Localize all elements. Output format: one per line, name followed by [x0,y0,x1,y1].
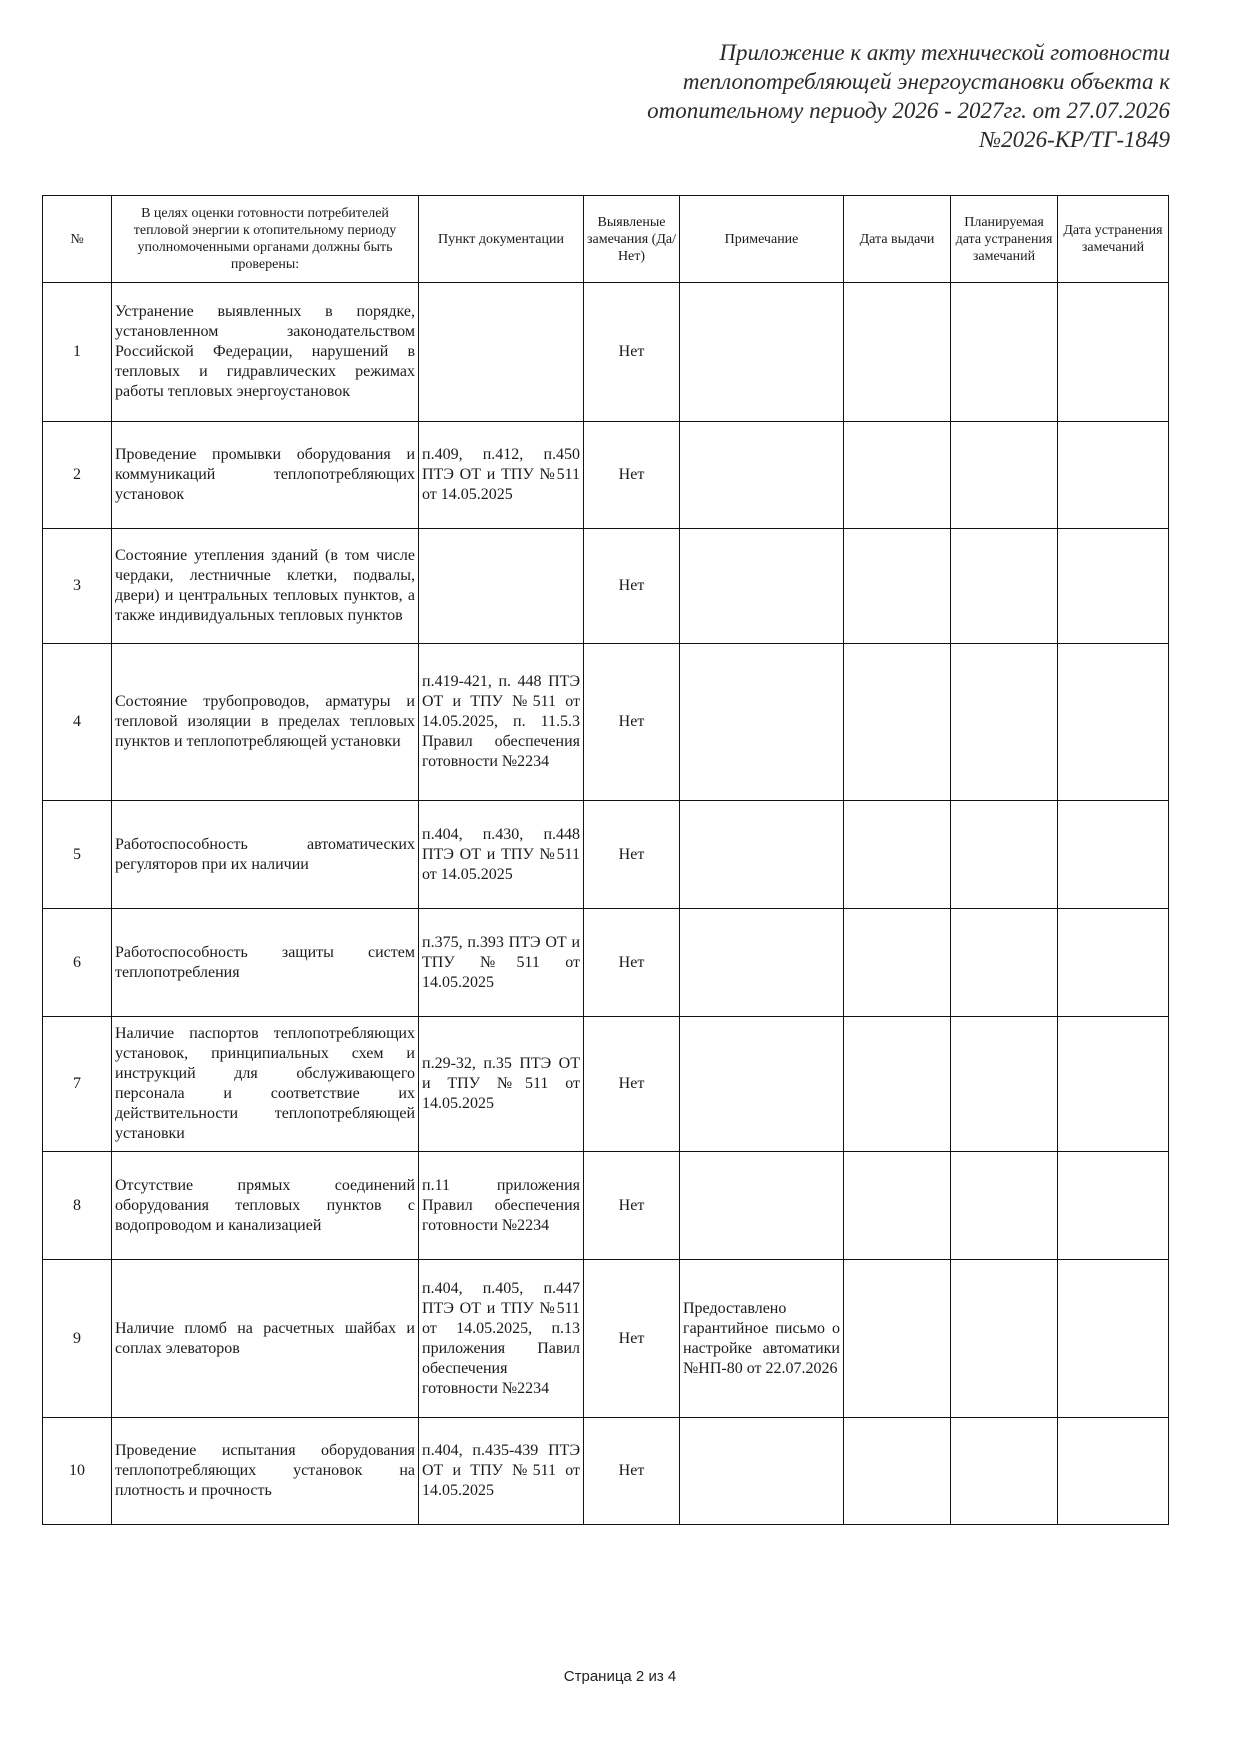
row-remarks: Нет [584,909,680,1017]
row-doc-item: п.404, п.430, п.448 ПТЭ ОТ и ТПУ №511 от 14.05.2025 [419,801,584,909]
table-row [43,1260,1169,1418]
row-planned-date [951,529,1058,644]
row-remarks: Нет [584,422,680,529]
row-fix-date [1058,1017,1169,1152]
row-note [680,1152,844,1260]
table-row [43,1418,1169,1525]
row-remarks: Нет [584,1260,680,1418]
row-doc-item: п.419-421, п. 448 ПТЭ ОТ и ТПУ №511 от 14.05.2025, п. 11.5.3 Правил обеспечения готовности №2234 [419,644,584,801]
col-header-num: № [43,196,112,283]
row-planned-date [951,644,1058,801]
table-row [43,529,1169,644]
row-note [680,1418,844,1525]
row-note [680,1017,844,1152]
row-remarks: Нет [584,1152,680,1260]
page-number: Страница 2 из 4 [563,1668,677,1685]
row-remarks: Нет [584,529,680,644]
row-planned-date [951,422,1058,529]
col-header-planned-date: Планируемая дата устранения замечаний [951,196,1058,283]
table-row [43,644,1169,801]
row-remarks: Нет [584,283,680,422]
row-requirement: Состояние трубопроводов, арматуры и тепловой изоляции в пределах тепловых пунктов и теплопотребляющей установки [112,644,419,801]
row-requirement: Проведение промывки оборудования и коммуникаций теплопотребляющих установок [112,422,419,529]
row-planned-date [951,1418,1058,1525]
col-header-issue-date: Дата выдачи [844,196,951,283]
row-num: 5 [43,801,112,909]
row-issue-date [844,422,951,529]
row-doc-item [419,529,584,644]
row-issue-date [844,909,951,1017]
row-planned-date [951,1260,1058,1418]
row-planned-date [951,1152,1058,1260]
row-num: 8 [43,1152,112,1260]
col-header-requirement: В целях оценки готовности потребителей тепловой энергии к отопительному периоду уполномоченными органами должны быть проверены: [112,196,419,283]
row-note: Предоставлено гарантийное письмо о настройке автоматики №НП-80 от 22.07.2026 [680,1260,844,1418]
row-num: 3 [43,529,112,644]
row-issue-date [844,644,951,801]
row-requirement: Проведение испытания оборудования теплопотребляющих установок на плотность и прочность [112,1418,419,1525]
row-fix-date [1058,1260,1169,1418]
row-doc-item: п.11 приложения Правил обеспечения готовности №2234 [419,1152,584,1260]
row-planned-date [951,909,1058,1017]
row-fix-date [1058,529,1169,644]
header-line-3: отопительному периоду 2026 - 2027гг. от 27.07.2026 [647,98,1170,123]
table-row [43,422,1169,529]
row-planned-date [951,283,1058,422]
table-row [43,283,1169,422]
row-remarks: Нет [584,1017,680,1152]
row-note [680,801,844,909]
row-requirement: Состояние утепления зданий (в том числе чердаки, лестничные клетки, подвалы, двери) и центральных тепловых пунктов, а также индивидуальных тепловых пунктов [112,529,419,644]
table-row [43,1017,1169,1152]
row-requirement: Устранение выявленных в порядке, установленном законодательством Российской Федерации, нарушений в тепловых и гидравлических режимах работы тепловых энергоустановок [112,283,419,422]
row-doc-item: п.29-32, п.35 ПТЭ ОТ и ТПУ №511 от 14.05.2025 [419,1017,584,1152]
row-doc-item: п.375, п.393 ПТЭ ОТ и ТПУ №511 от 14.05.2025 [419,909,584,1017]
row-issue-date [844,1152,951,1260]
row-issue-date [844,283,951,422]
row-requirement: Отсутствие прямых соединений оборудования тепловых пунктов с водопроводом и канализацией [112,1152,419,1260]
col-header-note: Примечание [680,196,844,283]
row-num: 2 [43,422,112,529]
row-issue-date [844,801,951,909]
row-doc-item: п.404, п.405, п.447 ПТЭ ОТ и ТПУ №511 от 14.05.2025, п.13 приложения Павил обеспечения готовности №2234 [419,1260,584,1418]
row-fix-date [1058,1418,1169,1525]
row-requirement: Работоспособность автоматических регуляторов при их наличии [112,801,419,909]
row-planned-date [951,1017,1058,1152]
row-note [680,529,844,644]
row-num: 4 [43,644,112,801]
row-fix-date [1058,644,1169,801]
row-issue-date [844,1017,951,1152]
col-header-doc-item: Пункт документации [419,196,584,283]
table-row [43,801,1169,909]
row-num: 1 [43,283,112,422]
row-fix-date [1058,801,1169,909]
col-header-fix-date: Дата устранения замечаний [1058,196,1169,283]
row-fix-date [1058,422,1169,529]
row-requirement: Работоспособность защиты систем теплопотребления [112,909,419,1017]
row-requirement: Наличие пломб на расчетных шайбах и соплах элеваторов [112,1260,419,1418]
row-issue-date [844,529,951,644]
row-fix-date [1058,283,1169,422]
row-issue-date [844,1260,951,1418]
row-fix-date [1058,909,1169,1017]
row-note [680,422,844,529]
row-fix-date [1058,1152,1169,1260]
row-num: 6 [43,909,112,1017]
row-remarks: Нет [584,644,680,801]
row-remarks: Нет [584,1418,680,1525]
header-line-2: теплопотребляющей энергоустановки объекта к [682,69,1170,94]
row-doc-item: п.404, п.435-439 ПТЭ ОТ и ТПУ №511 от 14.05.2025 [419,1418,584,1525]
readiness-checklist-table [42,195,1169,1525]
col-header-remarks: Выявленые замечания (Да/Нет) [584,196,680,283]
table-header-row [43,196,1169,283]
row-remarks: Нет [584,801,680,909]
row-issue-date [844,1418,951,1525]
document-header [550,38,1170,154]
header-line-1: Приложение к акту технической готовности [719,40,1170,65]
table-row [43,1152,1169,1260]
row-note [680,283,844,422]
row-num: 7 [43,1017,112,1152]
row-note [680,644,844,801]
header-line-4: №2026-КР/ТГ-1849 [979,127,1170,152]
row-doc-item: п.409, п.412, п.450 ПТЭ ОТ и ТПУ №511 от 14.05.2025 [419,422,584,529]
row-note [680,909,844,1017]
table-row [43,909,1169,1017]
row-planned-date [951,801,1058,909]
row-requirement: Наличие паспортов теплопотребляющих установок, принципиальных схем и инструкций для обслуживающего персонала и соответствие их действительности теплопотребляющей установки [112,1017,419,1152]
row-num: 10 [43,1418,112,1525]
row-num: 9 [43,1260,112,1418]
row-doc-item [419,283,584,422]
